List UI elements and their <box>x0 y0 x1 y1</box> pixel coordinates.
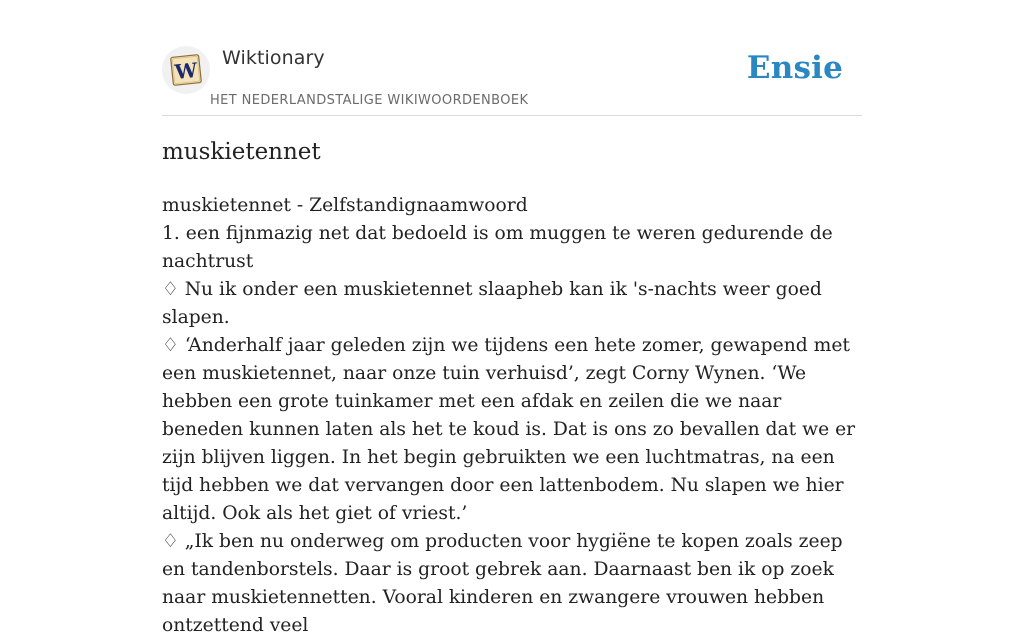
wiktionary-logo-icon[interactable] <box>162 46 210 94</box>
example-1: ♢ Nu ik onder een muskietennet slaapheb kan ik 's-nachts weer goed slapen. <box>162 279 822 328</box>
definition: 1. een fijnmazig net dat bedoeld is om muggen te weren gedurende de nachtrust <box>162 223 833 272</box>
page <box>162 0 862 636</box>
page-title: muskietennet <box>162 139 321 165</box>
example-2: ♢ ‘Anderhalf jaar geleden zijn we tijdens een hete zomer, gewapend met een muskietennet, naar onze tuin verhuisd’, zegt Corny Wynen. ‘We hebben een grote tuinkamer met een afdak en zeilen die we naar beneden kunnen laten als het te koud is. Dat is ons zo bevallen dat we er zijn blijven liggen. In het begin gebruikten we een luchtmatras, na een tijd hebben we dat vervangen door een lattenbodem. Nu slapen we hier altijd. Ook als het giet of vriest.’ <box>162 335 856 524</box>
ensie-logo[interactable]: Ensie <box>746 50 843 86</box>
entry-heading-line: muskietennet - Zelfstandignaamwoord <box>162 195 528 216</box>
logo-letter: W <box>173 57 199 85</box>
wiktionary-logo-graphic <box>162 46 210 94</box>
site-tagline: HET NEDERLANDSTALIGE WIKIWOORDENBOEK <box>210 93 529 108</box>
site-header <box>162 0 862 116</box>
site-name[interactable]: Wiktionary <box>222 47 325 69</box>
entry-content <box>162 192 862 640</box>
example-3: ♢ „Ik ben nu onderweg om producten voor hygiëne te kopen zoals zeep en tandenborstels. Daar is groot gebrek aan. Daarnaast ben ik op zoek naar muskietennetten. Vooral kinderen en zwangere vrouwen hebben ontzettend veel <box>162 531 843 636</box>
